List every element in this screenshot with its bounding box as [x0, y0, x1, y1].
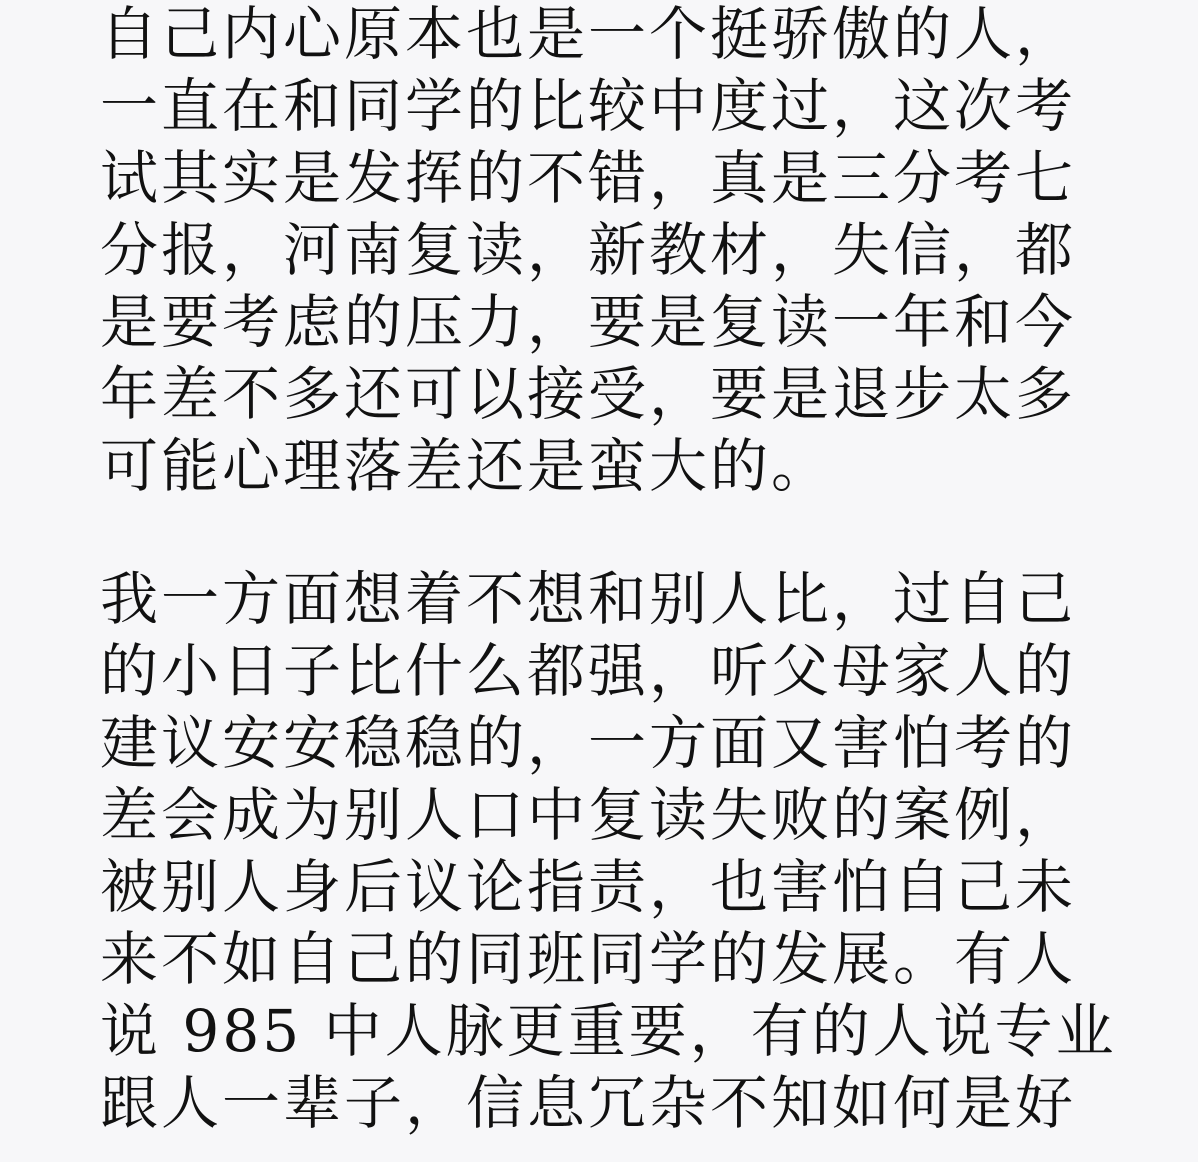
- text-line: 自己内心原本也是一个挺骄傲的人，: [100, 0, 1077, 68]
- text-line: 年差不多还可以接受，要是退步太多: [100, 360, 1077, 428]
- text-line: 的小日子比什么都强，听父母家人的: [100, 637, 1077, 705]
- paragraph-2: [100, 563, 1140, 1139]
- text-line: 被别人身后议论指责，也害怕自己未: [100, 853, 1077, 921]
- text-line: 分报，河南复读，新教材，失信，都: [100, 216, 1077, 284]
- text-line: 是要考虑的压力，要是复读一年和今: [100, 288, 1077, 356]
- paragraph-1: [100, 0, 1140, 502]
- text-line: 试其实是发挥的不错，真是三分考七: [100, 144, 1077, 212]
- text-line: 我一方面想着不想和别人比，过自己: [100, 565, 1077, 633]
- text-line: 一直在和同学的比较中度过，这次考: [100, 72, 1077, 140]
- text-line: 来不如自己的同班同学的发展。有人: [100, 925, 1077, 993]
- text-line: 建议安安稳稳的，一方面又害怕考的: [100, 709, 1077, 777]
- text-line: 跟人一辈子，信息冗杂不知如何是好: [100, 1069, 1077, 1137]
- text-line: 差会成为别人口中复读失败的案例，: [100, 781, 1077, 849]
- text-line: 说 985 中人脉更重要，有的人说专业: [100, 997, 1117, 1065]
- text-line: 可能心理落差还是蛮大的。: [100, 432, 833, 500]
